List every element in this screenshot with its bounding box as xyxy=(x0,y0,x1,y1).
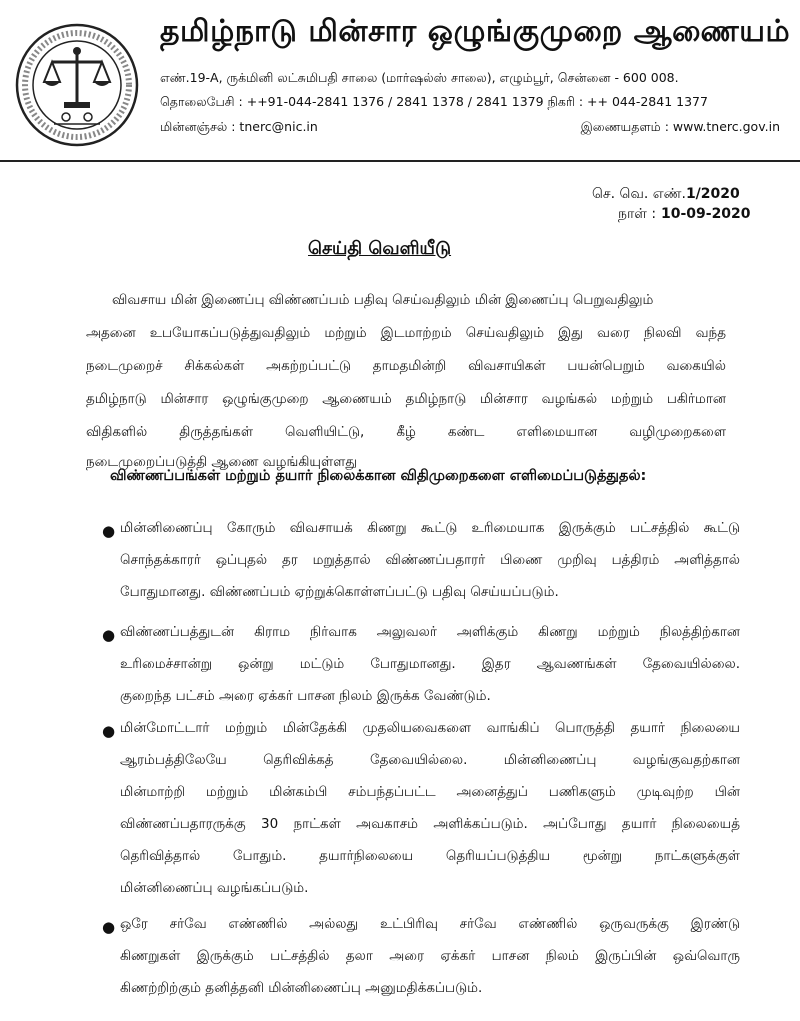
reference-number xyxy=(592,186,740,204)
section-subheading: விண்ணப்பங்கள் மற்றும் தயார் நிலைக்கான விதிமுறைகளை எளிமைப்படுத்துதல்: xyxy=(110,468,647,484)
bullet-icon: ● xyxy=(102,522,116,540)
intro-line: நடைமுறைச் சிக்கல்கள் அகற்றப்பட்டு தாமதமின்றி விவசாயிகள் பயன்பெறும் வகையில் xyxy=(86,358,726,374)
bullet-line: மின்மாற்றி மற்றும் மின்கம்பி சம்பந்தப்பட்ட அனைத்துப் பணிகளும் முடிவுற்ற பின் xyxy=(120,784,740,800)
bullet-line: போதுமானது. விண்ணப்பம் ஏற்றுக்கொள்ளப்பட்டு பதிவு செய்யப்படும். xyxy=(120,584,559,600)
reference-value: 1/2020 xyxy=(685,186,740,202)
bullet-line: குறைந்த பட்சம் அரை ஏக்கர் பாசன நிலம் இருக்க வேண்டும். xyxy=(120,688,491,704)
email-line: மின்னஞ்சல் : tnerc@nic.in xyxy=(160,119,318,134)
bullet-line: விண்ணப்பதாரருக்கு 30 நாட்கள் அவகாசம் அளிக்கப்படும். அப்போது தயார் நிலையைத் xyxy=(120,816,740,832)
release-date xyxy=(618,206,751,224)
bullet-line: கிணற்றிற்கும் தனித்தனி மின்னிணைப்பு அனுமதிக்கப்படும். xyxy=(120,980,483,996)
bullet-line: ஆரம்பத்திலேயே தெரிவிக்கத் தேவையில்லை. மின்னிணைப்பு வழங்குவதற்கான xyxy=(120,752,740,768)
phone-fax-line: தொலைபேசி : ++91-044-2841 1376 / 2841 1378 / 2841 1379 நிகரி : ++ 044-2841 1377 xyxy=(160,94,708,109)
bullet-line: விண்ணப்பத்துடன் கிராம நிர்வாக அலுவலர் அளிக்கும் கிணறு மற்றும் நிலத்திற்கான xyxy=(120,624,740,640)
commission-seal-icon xyxy=(14,22,140,148)
bullet-icon: ● xyxy=(102,626,116,644)
website-line: இணையதளம் : www.tnerc.gov.in xyxy=(580,119,780,134)
bullet-line: கிணறுகள் இருக்கும் பட்சத்தில் தலா அரை ஏக்கர் பாசன நிலம் இருப்பின் ஒவ்வொரு xyxy=(120,948,740,964)
bullet-line: மின்மோட்டார் மற்றும் மின்தேக்கி முதலியவைகளை வாங்கிப் பொருத்தி தயார் நிலையை xyxy=(120,720,740,736)
bullet-icon: ● xyxy=(102,918,116,936)
header-divider xyxy=(0,160,800,162)
reference-label: செ. வெ. எண். xyxy=(592,186,686,202)
intro-line: விவசாய மின் இணைப்பு விண்ணப்பம் பதிவு செய்வதிலும் மின் இணைப்பு பெறுவதிலும் xyxy=(112,292,654,308)
bullet-line: ஒரே சர்வே எண்ணில் அல்லது உட்பிரிவு சர்வே எண்ணில் ஒருவருக்கு இரண்டு xyxy=(120,916,740,932)
intro-line: விதிகளில் திருத்தங்கள் வெளியிட்டு, கீழ் கண்ட எளிமையான வழிமுறைகளை xyxy=(86,424,726,440)
bullet-line: மின்னிணைப்பு வழங்கப்படும். xyxy=(120,880,309,896)
date-value: 10-09-2020 xyxy=(660,206,751,222)
intro-line: அதனை உபயோகப்படுத்துவதிலும் மற்றும் இடமாற்றம் செய்வதிலும் இது வரை நிலவி வந்த xyxy=(86,325,726,341)
bullet-line: சொந்தக்காரர் ஒப்புதல் தர மறுத்தால் விண்ணப்பதாரர் பிணை முறிவு பத்திரம் அளித்தால் xyxy=(120,552,740,568)
intro-line: தமிழ்நாடு மின்சார ஒழுங்குமுறை ஆணையம் தமிழ்நாடு மின்சார வழங்கல் மற்றும் பகிர்மான xyxy=(86,391,726,407)
bullet-line: உரிமைச்சான்று ஒன்று மட்டும் போதுமானது. இதர ஆவணங்கள் தேவையில்லை. xyxy=(120,656,740,672)
bullet-line: மின்னிணைப்பு கோரும் விவசாயக் கிணறு கூட்டு உரிமையாக இருக்கும் பட்சத்தில் கூட்டு xyxy=(120,520,740,536)
address-line: எண்.19-A, ருக்மினி லட்சுமிபதி சாலை (மார்ஷல்ஸ் சாலை), எழும்பூர், சென்னை - 600 008. xyxy=(160,70,679,85)
bullet-line: தெரிவித்தால் போதும். தயார்நிலையை தெரியப்படுத்திய மூன்று நாட்களுக்குள் xyxy=(120,848,740,864)
intro-line: நடைமுறைப்படுத்தி ஆணை வழங்கியுள்ளது xyxy=(86,454,358,470)
bullet-icon: ● xyxy=(102,722,116,740)
organization-name: தமிழ்நாடு மின்சார ஒழுங்குமுறை ஆணையம் xyxy=(160,14,791,49)
headline: செய்தி வெளியீடு xyxy=(308,238,452,259)
date-label: நாள் : xyxy=(618,206,657,222)
